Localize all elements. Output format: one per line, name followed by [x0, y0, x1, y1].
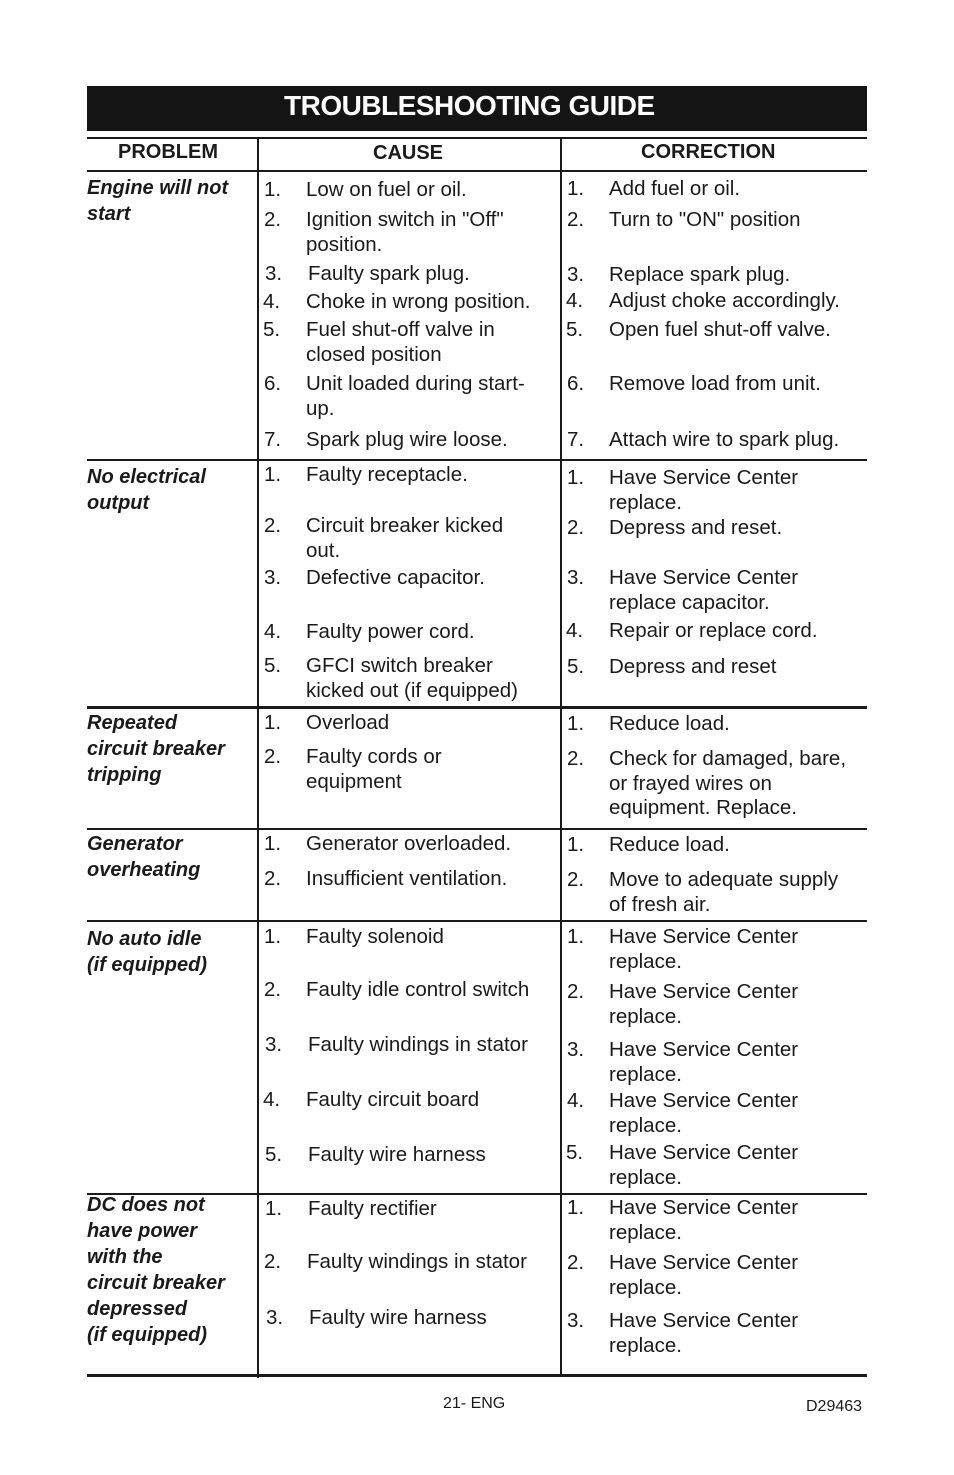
correction-text: Check for damaged, bare, — [609, 747, 847, 770]
problem-text: tripping — [87, 764, 162, 786]
cause-text: Faulty cords or — [306, 745, 442, 768]
cause-text: Insufficient ventilation. — [306, 867, 508, 890]
problem-text: overheating — [87, 859, 201, 881]
correction-text: or frayed wires on — [609, 771, 772, 795]
correction-number: 2. — [567, 208, 585, 231]
correction-number: 2. — [567, 747, 585, 770]
page-number: 21- ENG — [443, 1395, 506, 1412]
correction-number: 2. — [567, 868, 585, 891]
cause-text: kicked out (if equipped) — [306, 678, 518, 702]
cause-number: 5. — [264, 654, 282, 677]
cause-text: Faulty spark plug. — [308, 262, 470, 285]
problem-text: circuit breaker — [87, 1272, 225, 1294]
correction-number: 1. — [567, 925, 585, 948]
correction-text: replace. — [609, 1165, 682, 1189]
correction-text: Have Service Center — [609, 1251, 799, 1274]
cause-number: 5. — [265, 1143, 283, 1166]
cause-text: Choke in wrong position. — [306, 290, 531, 313]
correction-number: 7. — [567, 428, 585, 451]
correction-text: replace. — [609, 1333, 682, 1357]
problem-text: Generator — [87, 833, 183, 855]
correction-text: Repair or replace cord. — [609, 619, 818, 642]
header-problem: PROBLEM — [118, 141, 218, 163]
cause-number: 2. — [264, 867, 282, 890]
row-divider — [87, 706, 867, 709]
problem-text: (if equipped) — [87, 1324, 207, 1346]
cause-number: 4. — [263, 1088, 281, 1111]
correction-text: replace. — [609, 949, 682, 973]
cause-number: 1. — [264, 832, 282, 855]
correction-text: Have Service Center — [609, 925, 799, 948]
correction-text: Have Service Center — [609, 1196, 799, 1219]
column-divider — [560, 137, 562, 1375]
correction-text: Move to adequate supply — [609, 868, 839, 891]
cause-number: 2. — [264, 1250, 282, 1273]
correction-number: 1. — [567, 177, 585, 200]
correction-number: 5. — [566, 318, 584, 341]
cause-number: 6. — [264, 372, 282, 395]
problem-text: DC does not — [87, 1194, 205, 1216]
cause-number: 1. — [264, 711, 282, 734]
cause-text: Spark plug wire loose. — [306, 428, 508, 451]
cause-text: Faulty windings in stator — [307, 1250, 527, 1273]
correction-text: Have Service Center — [609, 980, 799, 1003]
problem-text: No electrical — [87, 466, 206, 488]
correction-text: replace. — [609, 1113, 682, 1137]
cause-number: 2. — [264, 208, 282, 231]
correction-number: 1. — [567, 1196, 585, 1219]
correction-text: replace. — [609, 490, 682, 514]
row-divider — [87, 170, 867, 172]
header-rule — [87, 137, 867, 139]
cause-text: Faulty rectifier — [308, 1197, 437, 1220]
correction-number: 3. — [567, 566, 585, 589]
correction-text: Turn to "ON" position — [609, 208, 801, 231]
problem-text: (if equipped) — [87, 954, 207, 976]
page-title: TROUBLESHOOTING GUIDE — [284, 90, 655, 121]
correction-number: 3. — [567, 1038, 585, 1061]
correction-number: 1. — [567, 833, 585, 856]
problem-text: circuit breaker — [87, 738, 225, 760]
correction-number: 4. — [567, 1089, 585, 1112]
problem-text: start — [87, 203, 131, 225]
correction-text: Have Service Center — [609, 566, 799, 589]
correction-text: equipment. Replace. — [609, 796, 798, 819]
cause-number: 1. — [265, 1197, 283, 1220]
cause-number: 2. — [264, 514, 282, 537]
cause-text: Defective capacitor. — [306, 566, 485, 589]
cause-number: 3. — [266, 1306, 284, 1329]
correction-text: Attach wire to spark plug. — [609, 428, 840, 451]
cause-text: Overload — [306, 711, 390, 734]
correction-text: Adjust choke accordingly. — [609, 289, 840, 312]
cause-text: Low on fuel or oil. — [306, 178, 467, 201]
cause-number: 1. — [264, 925, 282, 948]
table-bottom-rule — [87, 1374, 867, 1377]
cause-text: position. — [306, 232, 383, 256]
cause-text: Circuit breaker kicked — [306, 514, 504, 537]
cause-number: 1. — [264, 463, 282, 486]
correction-text: Depress and reset — [609, 655, 777, 678]
correction-text: Add fuel or oil. — [609, 177, 741, 200]
correction-text: of fresh air. — [609, 892, 711, 916]
cause-number: 4. — [264, 620, 282, 643]
correction-number: 4. — [566, 289, 584, 312]
correction-text: Open fuel shut-off valve. — [609, 318, 831, 341]
correction-text: Remove load from unit. — [609, 372, 821, 395]
cause-text: Generator overloaded. — [306, 832, 512, 855]
title-bar — [87, 86, 867, 131]
correction-number: 3. — [567, 1309, 585, 1332]
cause-text: Faulty receptacle. — [306, 463, 468, 486]
correction-text: Replace spark plug. — [609, 263, 791, 286]
correction-number: 2. — [567, 980, 585, 1003]
cause-text: Faulty circuit board — [306, 1088, 480, 1111]
correction-number: 5. — [566, 1141, 584, 1164]
cause-text: Fuel shut-off valve in — [306, 318, 495, 341]
correction-text: replace. — [609, 1062, 682, 1086]
correction-text: Depress and reset. — [609, 516, 783, 539]
cause-number: 3. — [265, 1033, 283, 1056]
correction-number: 4. — [566, 619, 584, 642]
correction-number: 3. — [567, 263, 585, 286]
problem-text: have power — [87, 1220, 198, 1242]
correction-text: replace. — [609, 1220, 682, 1244]
problem-text: depressed — [87, 1298, 188, 1320]
cause-text: GFCI switch breaker — [306, 654, 493, 677]
correction-text: Have Service Center — [609, 1089, 799, 1112]
cause-text: Faulty windings in stator — [308, 1033, 528, 1056]
cause-number: 7. — [264, 428, 282, 451]
problem-text: Repeated — [87, 712, 178, 734]
document-code: D29463 — [806, 1398, 863, 1415]
cause-number: 4. — [263, 290, 281, 313]
correction-text: Reduce load. — [609, 712, 730, 735]
cause-text: up. — [306, 396, 335, 420]
header-cause: CAUSE — [373, 142, 444, 164]
cause-text: closed position — [306, 342, 442, 366]
problem-text: with the — [87, 1246, 163, 1268]
correction-text: Have Service Center — [609, 1141, 799, 1164]
cause-number: 1. — [264, 178, 282, 201]
row-divider — [87, 459, 867, 461]
correction-number: 6. — [567, 372, 585, 395]
cause-number: 2. — [264, 978, 282, 1001]
row-divider — [87, 920, 867, 922]
cause-number: 3. — [264, 566, 282, 589]
problem-text: Engine will not — [87, 177, 229, 199]
problem-text: output — [87, 492, 150, 514]
cause-text: out. — [306, 538, 341, 562]
cause-text: Ignition switch in "Off" — [306, 208, 504, 231]
cause-text: equipment — [306, 769, 402, 793]
cause-number: 2. — [264, 745, 282, 768]
correction-text: Have Service Center — [609, 1309, 799, 1332]
correction-number: 2. — [567, 516, 585, 539]
column-divider — [257, 137, 259, 1378]
correction-number: 5. — [567, 655, 585, 678]
cause-text: Faulty wire harness — [308, 1143, 486, 1166]
cause-number: 5. — [263, 318, 281, 341]
correction-text: replace capacitor. — [609, 590, 770, 614]
correction-text: replace. — [609, 1275, 682, 1299]
cause-text: Faulty wire harness — [309, 1306, 487, 1329]
correction-text: Reduce load. — [609, 833, 730, 856]
cause-text: Faulty power cord. — [306, 620, 475, 643]
cause-number: 3. — [265, 262, 283, 285]
correction-text: Have Service Center — [609, 466, 799, 489]
problem-text: No auto idle — [87, 928, 202, 950]
cause-text: Unit loaded during start- — [306, 372, 525, 395]
correction-text: Have Service Center — [609, 1038, 799, 1061]
correction-number: 1. — [567, 466, 585, 489]
header-correction: CORRECTION — [641, 141, 776, 163]
correction-text: replace. — [609, 1004, 682, 1028]
correction-number: 2. — [567, 1251, 585, 1274]
cause-text: Faulty solenoid — [306, 925, 444, 948]
row-divider — [87, 828, 867, 830]
correction-number: 1. — [567, 712, 585, 735]
cause-text: Faulty idle control switch — [306, 978, 530, 1001]
